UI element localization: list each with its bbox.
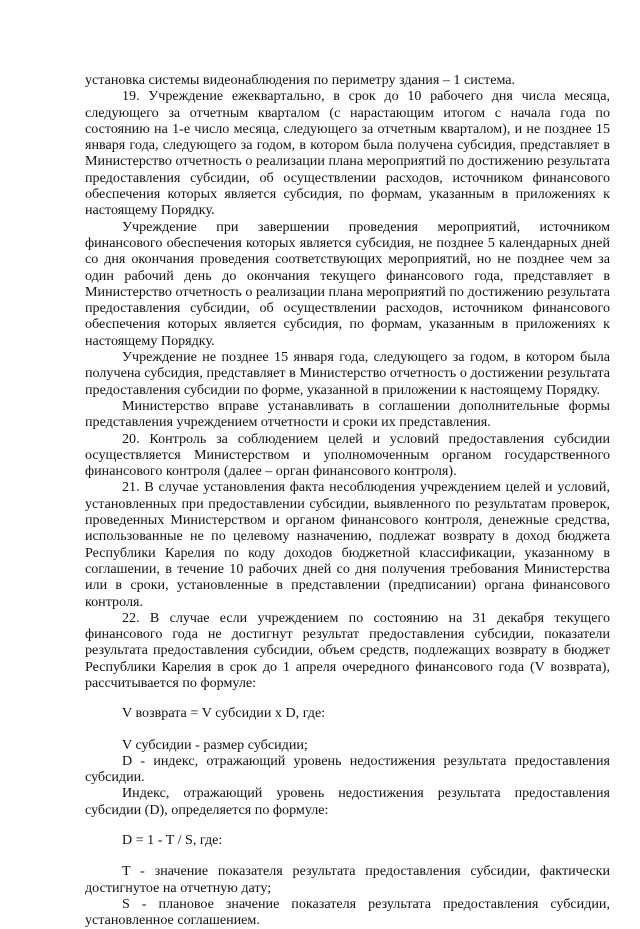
definition-s: S - плановое значение показателя результата предоставления субсидии, установленное соглашением. bbox=[85, 895, 610, 929]
definition-v-subsidy: V субсидии - размер субсидии; bbox=[122, 736, 308, 753]
paragraph-index-formula-intro: Индекс, отражающий уровень недостижения результата предоставления субсидии (D), определяется по формуле: bbox=[85, 785, 610, 818]
paragraph-19-additional-forms: Министерство вправе устанавливать в соглашении дополнительные формы представления учреждением отчетности и сроки их представления. bbox=[85, 397, 610, 431]
paragraph-19-completion: Учреждение при завершении проведения мероприятий, источником финансового обеспечения которых является субсидия, не позднее 5 календарных дней со дня окончания проведения соответствующих мероприятий, но не позднее чем за один рабочий день до окончания текущего финансового года, представляет в Министерство отчетность о реализации плана мероприятий по достижению результата предоставления субсидии, об осуществлении расходов, источником финансового обеспечения которых является субсидия, по формам, указанным в приложениях к настоящему Порядку. bbox=[85, 218, 610, 349]
paragraph-21: 21. В случае установления факта несоблюдения учреждением целей и условий, установленных при предоставлении субсидии, выявленного по результатам проверок, проведенных Министерством и органом финансового контроля, денежные средства, использованные не по целевому назначению, подлежат возврату в доход бюджета Республики Карелия по коду доходов бюджетной классификации, указанному в соглашении, в течение 10 рабочих дней со дня получения требования Министерства или в сроки, установленные в представлении (предписании) органа финансового контроля. bbox=[85, 479, 610, 610]
definition-d-index: D - индекс, отражающий уровень недостижения результата предоставления субсидии. bbox=[85, 752, 610, 786]
paragraph-20: 20. Контроль за соблюдением целей и условий предоставления субсидии осуществляется Министерством и уполномоченным органом государственного финансового контроля (далее – орган финансового контроля). bbox=[85, 430, 610, 480]
paragraph-22: 22. В случае если учреждением по состоянию на 31 декабря текущего финансового года не достигнут результат предоставления субсидии, показатели результата предоставления субсидии, объем средств, подлежащих возврату в бюджет Республики Карелия в срок до 1 апреля очередного финансового года (V возврата), рассчитывается по формуле: bbox=[85, 609, 610, 691]
paragraph-19-annual-report: Учреждение не позднее 15 января года, следующего за годом, в котором была получена субсидия, представляет в Министерство отчетность о достижении результата предоставления субсидии по форме, указанной в приложении к настоящему Порядку. bbox=[85, 349, 610, 398]
formula-v-return: V возврата = V субсидии x D, где: bbox=[122, 705, 326, 722]
formula-d: D = 1 - T / S, где: bbox=[122, 832, 223, 849]
paragraph-continuation: установка системы видеонаблюдения по периметру здания – 1 система. bbox=[85, 72, 516, 88]
paragraph-19: 19. Учреждение ежеквартально, в срок до 10 рабочего дня числа месяца, следующего за отчетным кварталом (с нарастающим итогом с начала года по состоянию на 1-е число месяца, следующего за отчетным кварталом), и не позднее 15 января года, следующего за годом, в котором была получена субсидия, представляет в Министерство отчетность о реализации плана мероприятий по достижению результата предоставления субсидии, об осуществлении расходов, источником финансового обеспечения которых является субсидия, по формам, указанным в приложениях к настоящему Порядку. bbox=[85, 88, 610, 219]
definition-t: T - значение показателя результата предоставления субсидии, фактически достигнутое на отчетную дату; bbox=[85, 863, 610, 896]
document-page bbox=[85, 72, 610, 929]
